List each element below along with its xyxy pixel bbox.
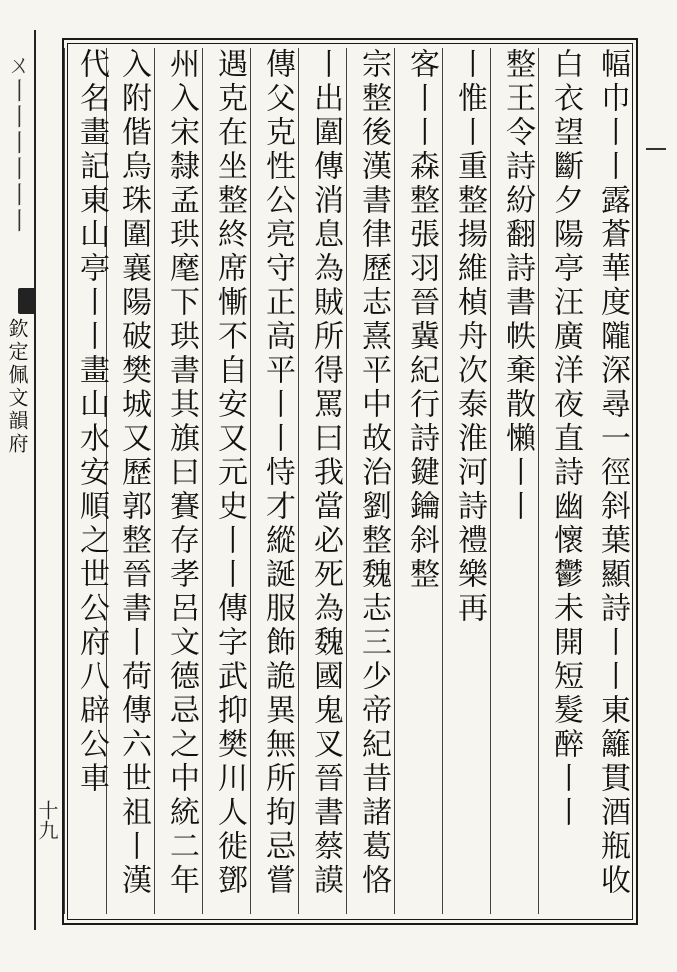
text-column-5: 客丨丨森整張羽晉冀紀行詩鍵鑰斜整 xyxy=(394,48,447,914)
book-title: 欽定佩文韻府 xyxy=(5,318,29,456)
page-number: 十九 xyxy=(35,800,59,840)
text-column-3: 整王令詩紛翻詩書帙棄散懶丨丨 xyxy=(490,48,543,914)
text-column-1: 幅巾丨丨露蒼華度隴深尋一徑斜葉顯詩丨丨東籬貫酒瓶收 xyxy=(595,48,630,898)
text-column-11: 入附偕烏珠圍襄陽破樊城又歷郭整晉書丨荷傳六世祖丨漢 xyxy=(106,48,159,914)
text-column-7: 丨出圍傳消息為賊所得罵曰我當必死為魏國鬼叉晉書蔡謨 xyxy=(298,48,351,914)
text-column-6: 宗整後漢書律歷志熹平中故治劉整魏志三少帝紀昔諸葛恪 xyxy=(346,48,399,914)
text-column-9: 遇克在坐整終席慚不自安又元史丨丨傳字武抑樊川人徙鄧 xyxy=(202,48,255,914)
edge-mark xyxy=(646,148,666,160)
text-column-10: 州入宋隸孟珙麾下珙書其旗曰賽存孝呂文德忌之中統二年 xyxy=(154,48,207,914)
text-column-2: 白衣望斷夕陽亭汪廣洋夜直詩幽懷鬱未開短髮醉丨丨 xyxy=(538,48,591,914)
text-column-12: 代名畫記東山亭丨丨畫山水安順之世公府八辟公車 xyxy=(64,48,117,914)
margin-top-text: ㄨ丨丨丨丨丨丨 xyxy=(3,52,31,234)
text-column-8: 傳父克性公亮守正高平丨丨恃才縱誕服飾詭異無所拘忌嘗 xyxy=(250,48,303,914)
text-column-4: 丨惟丨重整揚維楨舟次泰淮河詩禮樂再 xyxy=(442,48,495,914)
fishtail-mark-icon xyxy=(18,288,36,314)
